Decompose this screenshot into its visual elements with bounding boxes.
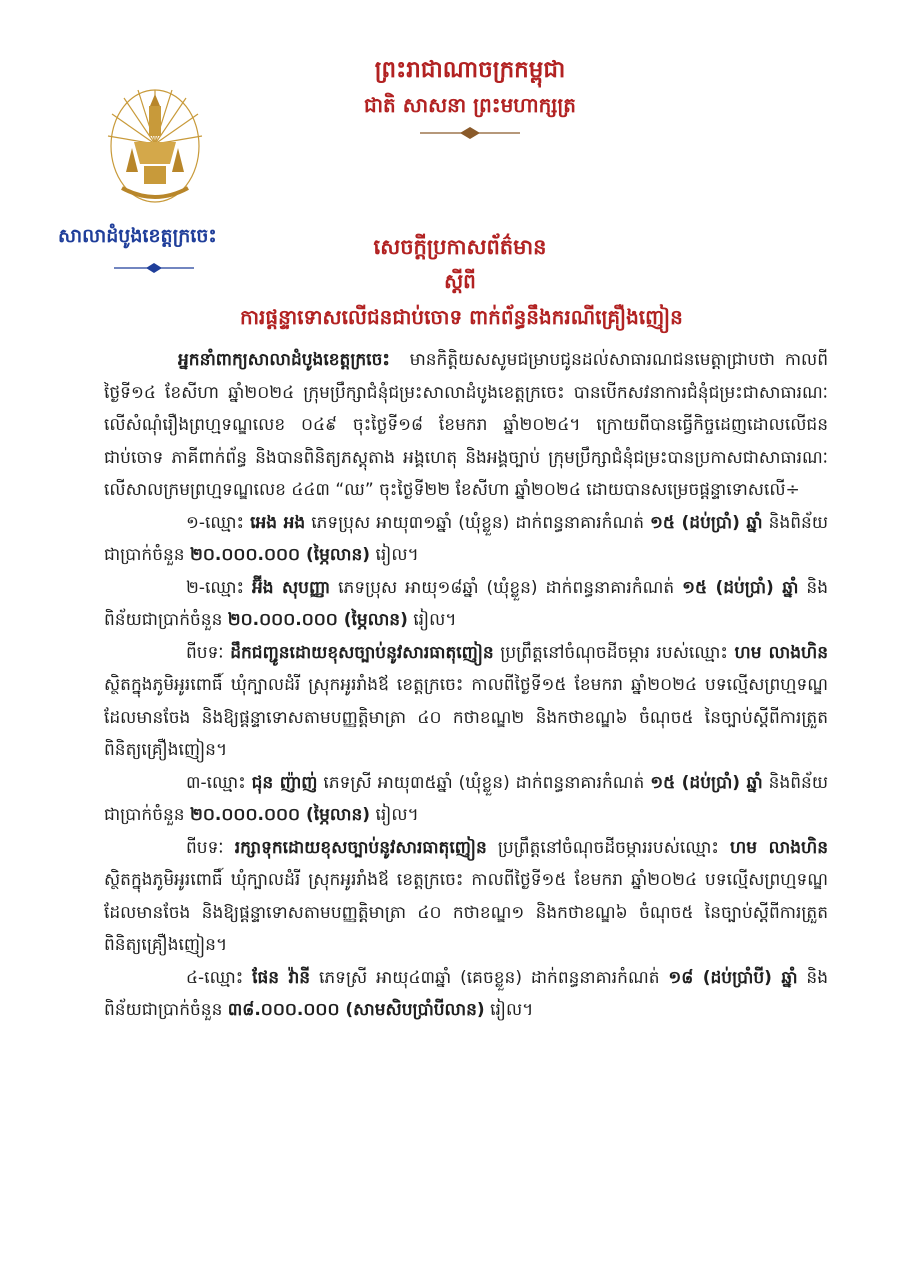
charge-label: ពីបទៈ <box>186 642 231 663</box>
defendant-details: ភេទស្រី អាយុ៣៥ឆ្នាំ (ឃុំខ្លួន) ដាក់ពន្ធនាគារកំណត់ <box>317 772 651 793</box>
prison-term: ១៥ (ដប់ប្រាំ) ឆ្នាំ <box>650 772 763 793</box>
fine-label: និងពិន័យជាប្រាក់ចំនួន <box>104 967 828 1020</box>
defendant-name: អេង អង <box>250 512 306 533</box>
fine-amount: ៣៨.០០០.០០០ (សាមសិបប្រាំបីលាន) <box>227 1000 485 1020</box>
currency: រៀល។ <box>370 805 419 825</box>
land-owner-name: ហម លាងហិន <box>734 642 829 663</box>
land-owner-name: ហម លាងហិន <box>730 837 829 858</box>
ornament-divider-icon <box>420 126 520 140</box>
document-body <box>104 344 834 1027</box>
fine-amount: ២០.០០០.០០០ (ម្ភៃលាន) <box>190 805 371 825</box>
fine-label: និងពិន័យជាប្រាក់ចំនួន <box>104 577 828 630</box>
national-motto: ជាតិ សាសនា ព្រះមហាក្សត្រ <box>364 93 576 117</box>
document-title: សេចក្តីប្រកាសព័ត៌មាន <box>373 235 547 259</box>
charge-name: ដឹកជញ្ជូនដោយខុសច្បាប់នូវសារធាតុញៀន <box>230 642 494 663</box>
item-number: ១-ឈ្មោះ <box>186 512 251 533</box>
fine-label: និងពិន័យជាប្រាក់ចំនួន <box>104 772 829 825</box>
charge-location: ប្រព្រឹត្តនៅចំណុចដីចម្ការរបស់ឈ្មោះ <box>486 837 731 858</box>
kingdom-heading: ព្រះរាជាណាចក្រកម្ពុជា <box>374 57 566 83</box>
charge-name: រក្សាទុកដោយខុសច្បាប់នូវសារធាតុញៀន <box>234 837 487 858</box>
defendant-details: ភេទប្រុស អាយុ៣១ឆ្នាំ (ឃុំខ្លួន) ដាក់ពន្ធនាគារកំណត់ <box>305 512 651 533</box>
court-name: សាលាដំបូងខេត្តក្រចេះ <box>58 225 217 247</box>
verdict-item <box>104 767 828 832</box>
item-number: ២-ឈ្មោះ <box>186 577 252 598</box>
intro-paragraph <box>104 344 834 507</box>
verdict-item <box>104 572 828 637</box>
currency: រៀល។ <box>484 1000 534 1020</box>
spokesperson-label: អ្នកនាំពាក្យសាលាដំបូងខេត្តក្រចេះ <box>178 350 390 370</box>
defendant-details: ភេទប្រុស អាយុ១៨ឆ្នាំ (ឃុំខ្លួន) ដាក់ពន្ធនាគារកំណត់ <box>330 577 683 598</box>
item-number: ៤-ឈ្មោះ <box>186 967 253 988</box>
coat-of-arms-emblem-icon <box>104 84 206 212</box>
charge-location: ប្រព្រឹត្តនៅចំណុចដីចម្ការ របស់ឈ្មោះ <box>493 642 735 663</box>
prison-term: ១៥ (ដប់ប្រាំ) ឆ្នាំ <box>650 512 763 533</box>
defendant-name: ជុន ញ៉ាញ់ <box>251 772 318 793</box>
prison-term: ១៨ (ដប់ប្រាំបី) ឆ្នាំ <box>668 967 798 988</box>
charge-details: ស្ថិតក្នុងភូមិអូរពោធិ៍ ឃុំក្បាលដំរី ស្រុកអូររាំងឪ ខេត្តក្រចេះ កាលពីថ្ងៃទី១៥ ខែមករា ឆ្នាំ២០២៤ បទល្មើសព្រហ្មទណ្ឌដែលមានចែង និងឱ្យផ្តន្ទាទោសតាមបញ្ញត្តិមាត្រា ៤០ កថាខណ្ឌ២ និងកថាខណ្ឌ៦ ចំណុច៥ នៃច្បាប់ស្តីពីការត្រួតពិនិត្យគ្រឿងញៀន។ <box>104 642 834 760</box>
document-title-regarding: ស្តីពី <box>444 269 476 293</box>
charge-details: ស្ថិតក្នុងភូមិអូរពោធិ៍ ឃុំក្បាលដំរី ស្រុកអូររាំងឪ ខេត្តក្រចេះ កាលពីថ្ងៃទី១៥ ខែមករា ឆ្នាំ២០២៤ បទល្មើសព្រហ្មទណ្ឌដែលមានចែង និងឱ្យផ្តន្ទាទោសតាមបញ្ញត្តិមាត្រា ៤០ កថាខណ្ឌ១ និងកថាខណ្ឌ៦ ចំណុច៥ នៃច្បាប់ស្តីពីការត្រួតពិនិត្យគ្រឿងញៀន។ <box>104 837 834 955</box>
intro-text: មានកិត្តិយសសូមជម្រាបជូនដល់សាធារណជនមេត្តាជ្រាបថា កាលពីថ្ងៃទី១៤ ខែសីហា ឆ្នាំ២០២៤ ក្រុមប្រឹក្សាជំនុំជម្រះសាលាដំបូងខេត្តក្រចេះ បានបើកសវនាការជំនុំជម្រះជាសាធារណៈ លើសំណុំរឿងព្រហ្មទណ្ឌលេខ ០៤៩ ចុះថ្ងៃទី១៨ ខែមករា ឆ្នាំ២០២៤។ ក្រោយពីបានធ្វើកិច្ចដេញដោលលើជនជាប់ចោទ ភាគីពាក់ព័ន្ធ និងបានពិនិត្យភស្តុតាង អង្គហេតុ និងអង្គច្បាប់ ក្រុមប្រឹក្សាជំនុំជម្រះបានប្រកាសជាសាធារណៈ លើសាលក្រមព្រហ្មទណ្ឌលេខ ៤៤៣ “ឈ” ចុះថ្ងៃទី២២ ខែសីហា ឆ្នាំ២០២៤ ដោយបានសម្រេចផ្តន្ទាទោសលើ÷ <box>104 350 834 500</box>
ornament-divider-icon <box>114 262 194 274</box>
prison-term: ១៥ (ដប់ប្រាំ) ឆ្នាំ <box>682 577 799 598</box>
document-subject: ការផ្តន្ទាទោសលើជនជាប់ចោទ ពាក់ព័ន្ធនឹងករណីគ្រឿងញៀន <box>240 305 683 329</box>
defendant-name: ផែន វ៉ានី <box>252 967 311 988</box>
charge-label: ពីបទៈ <box>186 837 235 858</box>
item-number: ៣-ឈ្មោះ <box>186 772 252 793</box>
currency: រៀល។ <box>370 545 419 565</box>
currency: រៀល។ <box>407 610 457 630</box>
verdict-item <box>104 507 828 572</box>
charge-paragraph <box>104 637 834 767</box>
fine-amount: ២០.០០០.០០០ (ម្ភៃលាន) <box>227 610 408 630</box>
fine-label: និងពិន័យជាប្រាក់ចំនួន <box>104 512 829 565</box>
defendant-name: អ៊ីង សុបញ្ញា <box>251 577 331 598</box>
charge-paragraph <box>104 832 834 962</box>
defendant-details: ភេទស្រី អាយុ៤៣ឆ្នាំ (គេចខ្លួន) ដាក់ពន្ធនាគារកំណត់ <box>310 967 669 988</box>
fine-amount: ២០.០០០.០០០ (ម្ភៃលាន) <box>190 545 371 565</box>
verdict-item <box>104 962 828 1027</box>
